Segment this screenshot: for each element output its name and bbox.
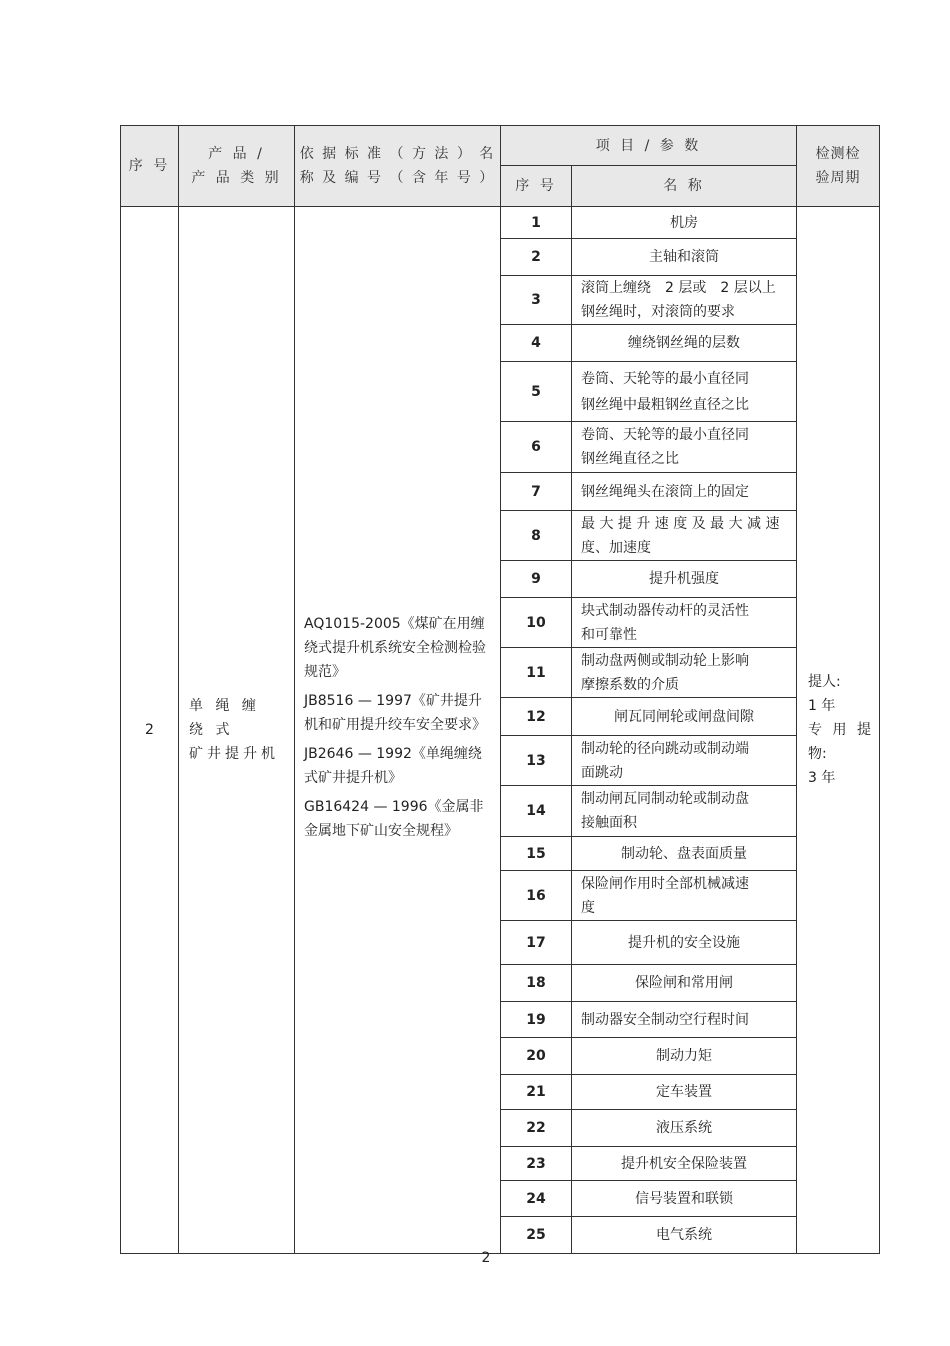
header-cycle-line1: 检测检 bbox=[815, 146, 861, 162]
item-name-line2: 度、加速度 bbox=[581, 539, 651, 556]
item-name-line1: 制动闸瓦同制动轮或制动盘 bbox=[581, 791, 749, 807]
item-name bbox=[572, 736, 797, 786]
cycle-line2: 1 年 bbox=[808, 698, 836, 714]
cycle-line4: 物: bbox=[808, 746, 827, 762]
item-name: 提升机安全保险装置 bbox=[572, 1147, 797, 1181]
header-seq: 序 号 bbox=[121, 126, 179, 207]
item-name-line2: 和可靠性 bbox=[581, 626, 637, 643]
header-cycle-line2: 验周期 bbox=[815, 170, 861, 186]
item-num: 23 bbox=[501, 1147, 572, 1181]
item-name: 制动轮、盘表面质量 bbox=[572, 837, 797, 871]
item-name bbox=[572, 422, 797, 473]
item-name: 主轴和滚筒 bbox=[572, 239, 797, 276]
item-name: 钢丝绳绳头在滚筒上的固定 bbox=[572, 473, 797, 511]
item-name-line2: 度 bbox=[581, 899, 595, 916]
item-name bbox=[572, 871, 797, 921]
row-seq: 2 bbox=[121, 207, 179, 1254]
item-name: 缠绕钢丝绳的层数 bbox=[572, 325, 797, 362]
standard-jb8516: JB8516 — 1997《矿井提升机和矿用提升绞车安全要求》 bbox=[304, 693, 486, 733]
cycle-line5: 3 年 bbox=[808, 770, 836, 786]
standard-jb2646: JB2646 — 1992《单绳缠绕式矿井提升机》 bbox=[304, 746, 482, 786]
item-num: 20 bbox=[501, 1038, 572, 1075]
item-name-line1: 制动轮的径向跳动或制动端 bbox=[581, 740, 749, 757]
item-num: 18 bbox=[501, 965, 572, 1002]
item-name-line1: 滚筒上缠绕 2 层或 2 层以上 bbox=[581, 280, 776, 296]
header-standard bbox=[295, 126, 501, 207]
header-product-line2: 产 品 类 别 bbox=[191, 170, 282, 186]
header-item-seq: 序 号 bbox=[501, 166, 572, 207]
item-name: 闸瓦同闸轮或闸盘间隙 bbox=[572, 698, 797, 736]
item-name-line2: 钢丝绳直径之比 bbox=[581, 451, 679, 467]
item-num: 10 bbox=[501, 598, 572, 648]
header-standard-line2: 称 及 编 号 （ 含 年 号 ） bbox=[299, 170, 496, 186]
item-name bbox=[572, 511, 797, 561]
item-num: 21 bbox=[501, 1075, 572, 1110]
item-name-line2: 面跳动 bbox=[581, 764, 623, 781]
item-num: 9 bbox=[501, 561, 572, 598]
item-name: 保险闸和常用闸 bbox=[572, 965, 797, 1002]
item-name-line1: 卷筒、天轮等的最小直径同 bbox=[581, 370, 749, 387]
item-num: 25 bbox=[501, 1217, 572, 1254]
item-num: 17 bbox=[501, 921, 572, 965]
item-num: 7 bbox=[501, 473, 572, 511]
item-num: 8 bbox=[501, 511, 572, 561]
inspection-cycle bbox=[797, 207, 880, 1254]
standard-aq1015: AQ1015-2005《煤矿在用缠绕式提升机系统安全检测检验规范》 bbox=[304, 616, 486, 680]
item-num: 24 bbox=[501, 1181, 572, 1217]
item-name-line1: 保险闸作用时全部机械减速 bbox=[581, 875, 749, 892]
item-name: 信号装置和联锁 bbox=[572, 1181, 797, 1217]
item-name-line2: 钢丝绳时，对滚筒的要求 bbox=[581, 304, 735, 320]
header-items: 项 目 / 参 数 bbox=[501, 126, 797, 166]
page-number: 2 bbox=[481, 1250, 491, 1266]
product-category bbox=[179, 207, 295, 1254]
inspection-table bbox=[120, 125, 880, 1254]
header-product-line1: 产 品 / bbox=[208, 146, 265, 162]
item-num: 15 bbox=[501, 837, 572, 871]
item-name: 提升机的安全设施 bbox=[572, 921, 797, 965]
item-num: 2 bbox=[501, 239, 572, 276]
item-name bbox=[572, 786, 797, 837]
header-product bbox=[179, 126, 295, 207]
cycle-line1: 提人: bbox=[808, 674, 841, 690]
item-num: 13 bbox=[501, 736, 572, 786]
item-name bbox=[572, 648, 797, 698]
item-name-line2: 钢丝绳中最粗钢丝直径之比 bbox=[581, 396, 749, 413]
item-num: 1 bbox=[501, 207, 572, 239]
item-num: 22 bbox=[501, 1110, 572, 1147]
item-num: 16 bbox=[501, 871, 572, 921]
standard-gb16424: GB16424 — 1996《金属非金属地下矿山安全规程》 bbox=[304, 799, 484, 839]
item-name-line1: 最 大 提 升 速 度 及 最 大 减 速 bbox=[581, 515, 780, 532]
item-name: 提升机强度 bbox=[572, 561, 797, 598]
header-cycle bbox=[797, 126, 880, 207]
product-line1: 单 绳 缠 绕 式 bbox=[189, 698, 260, 738]
cycle-line3: 专 用 提 bbox=[808, 722, 871, 738]
item-name: 机房 bbox=[572, 207, 797, 239]
item-num: 11 bbox=[501, 648, 572, 698]
standards-cell bbox=[295, 207, 501, 1254]
item-name: 定车装置 bbox=[572, 1075, 797, 1110]
item-num: 5 bbox=[501, 362, 572, 422]
item-name: 电气系统 bbox=[572, 1217, 797, 1254]
item-name-line2: 摩擦系数的介质 bbox=[581, 676, 679, 693]
product-line2: 矿井提升机 bbox=[189, 746, 279, 762]
item-num: 4 bbox=[501, 325, 572, 362]
item-name bbox=[572, 598, 797, 648]
item-name: 液压系统 bbox=[572, 1110, 797, 1147]
item-name-line1: 块式制动器传动杆的灵活性 bbox=[581, 602, 749, 619]
header-item-name: 名 称 bbox=[572, 166, 797, 207]
header-standard-line1: 依 据 标 准 （ 方 法 ） 名 bbox=[299, 146, 496, 162]
item-num: 3 bbox=[501, 276, 572, 325]
item-name-line1: 卷筒、天轮等的最小直径同 bbox=[581, 427, 749, 443]
item-num: 12 bbox=[501, 698, 572, 736]
item-name-line2: 接触面积 bbox=[581, 815, 637, 831]
item-num: 19 bbox=[501, 1002, 572, 1038]
item-name-line1: 制动盘两侧或制动轮上影响 bbox=[581, 652, 749, 669]
item-name bbox=[572, 362, 797, 422]
item-num: 14 bbox=[501, 786, 572, 837]
item-num: 6 bbox=[501, 422, 572, 473]
item-name: 制动力矩 bbox=[572, 1038, 797, 1075]
item-name bbox=[572, 276, 797, 325]
item-name: 制动器安全制动空行程时间 bbox=[572, 1002, 797, 1038]
